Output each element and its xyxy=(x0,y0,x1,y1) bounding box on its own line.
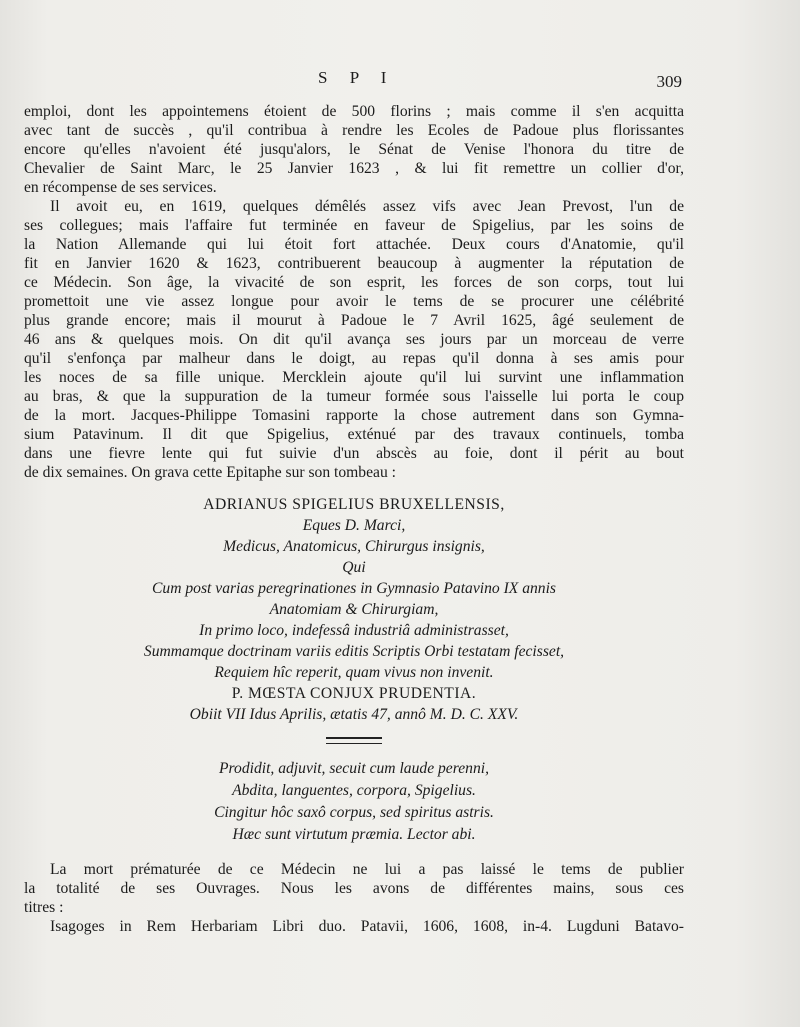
text-line: la Nation Allemande qui lui étoit fort attachée. Deux cours d'Anatomie, qu'il xyxy=(24,236,684,253)
text-line: Il avoit eu, en 1619, quelques démêlés assez vifs avec Jean Prevost, l'un de xyxy=(50,198,684,215)
text-line: la totalité de ses Ouvrages. Nous les avons de différentes mains, sous ces xyxy=(24,880,684,897)
verse-line: Prodidit, adjuvit, secuit cum laude perenni, xyxy=(219,760,489,777)
text-line: 46 ans & quelques mois. On dit qu'il avança ses jours par un morceau de verre xyxy=(24,331,684,348)
epitaph-line: Eques D. Marci, xyxy=(302,517,406,534)
epitaph-line: Anatomiam & Chirurgiam, xyxy=(269,601,439,618)
epitaph-line: Obiit VII Idus Aprilis, ætatis 47, annô M. D. C. XXV. xyxy=(189,706,519,723)
text-line: sium Patavinum. Il dit que Spigelius, exténué par des travaux continuels, tomba xyxy=(24,426,684,443)
epitaph-line: Qui xyxy=(342,559,366,576)
text-line: de dix semaines. On grava cette Epitaphe sur son tombeau : xyxy=(24,464,396,481)
text-line: emploi, dont les appointemens étoient de 500 florins ; mais comme il s'en acquitta xyxy=(24,103,684,120)
epitaph xyxy=(24,494,684,725)
text-line: plus grande encore; mais il mourut à Padoue le 7 Avril 1625, âgé seulement de xyxy=(24,312,684,329)
paragraph-3 xyxy=(24,860,684,936)
epitaph-line: P. MŒSTA CONJUX PRUDENTIA. xyxy=(231,685,477,702)
text-line: avec tant de succès , qu'il contribua à rendre les Ecoles de Padoue plus florissantes xyxy=(24,122,684,139)
text-line: encore qu'elles n'avoient été jusqu'alors, le Sénat de Venise l'honora du titre de xyxy=(24,141,684,158)
paragraph-2 xyxy=(24,197,684,482)
text-line: en récompense de ses services. xyxy=(24,179,217,196)
epitaph-line: In primo loco, indefessâ industriâ administrasset, xyxy=(199,622,509,639)
text-line: les noces de sa fille unique. Mercklein ajoute qu'il lui survint une inflammation xyxy=(24,369,684,386)
epitaph-line: Cum post varias peregrinationes in Gymnasio Patavino IX annis xyxy=(152,580,556,597)
verse-line: Hæc sunt virtutum præmia. Lector abi. xyxy=(232,826,476,843)
page-header xyxy=(0,68,800,94)
epitaph-line: Requiem hîc reperit, quam vivus non invenit. xyxy=(214,664,494,681)
ornamental-rule xyxy=(326,737,382,744)
text-line: ce Médecin. Son âge, la vivacité de son esprit, les forces de son corps, tout lui xyxy=(24,274,684,291)
text-line: promettoit une vie assez longue pour avoir le tems de se procurer une célébrité xyxy=(24,293,684,310)
verse-line: Cingitur hôc saxô corpus, sed spiritus astris. xyxy=(214,804,494,821)
text-line: Isagoges in Rem Herbariam Libri duo. Patavii, 1606, 1608, in-4. Lugduni Batavo- xyxy=(50,918,684,935)
epitaph-line: ADRIANUS SPIGELIUS BRUXELLENSIS, xyxy=(203,496,505,513)
page-body xyxy=(24,102,684,936)
text-line: Chevalier de Saint Marc, le 25 Janvier 1623 , & lui fit remettre un collier d'or, xyxy=(24,160,684,177)
text-line: fit en Janvier 1620 & 1623, contribuerent beaucoup à augmenter la réputation de xyxy=(24,255,684,272)
text-line: au bras, & que la suppuration de la tumeur formée sous l'aisselle lui porta le coup xyxy=(24,388,684,405)
text-line: de la mort. Jacques-Philippe Tomasini rapporte la chose autrement dans son Gymna- xyxy=(24,407,684,424)
text-line: ses collegues; mais l'affaire fut terminée en faveur de Spigelius, par les soins de xyxy=(24,217,684,234)
text-line: dans une fievre lente qui fut suivie d'un abscès au foie, dont il périt au bout xyxy=(24,445,684,462)
text-line: titres : xyxy=(24,899,64,916)
text-line: qu'il s'enfonça par malheur dans le doigt, au repas qu'il donna à ses amis pour xyxy=(24,350,684,367)
verse xyxy=(24,758,684,846)
epitaph-line: Summamque doctrinam variis editis Scriptis Orbi testatam fecisset, xyxy=(143,643,565,660)
text-line: La mort prématurée de ce Médecin ne lui a pas laissé le tems de publier xyxy=(50,861,684,878)
page-number: 309 xyxy=(656,72,682,91)
epitaph-line: Medicus, Anatomicus, Chirurgus insignis, xyxy=(223,538,485,555)
verse-line: Abdita, languentes, corpora, Spigelius. xyxy=(232,782,476,799)
running-title: S P I xyxy=(318,68,396,87)
paragraph-1 xyxy=(24,102,684,197)
